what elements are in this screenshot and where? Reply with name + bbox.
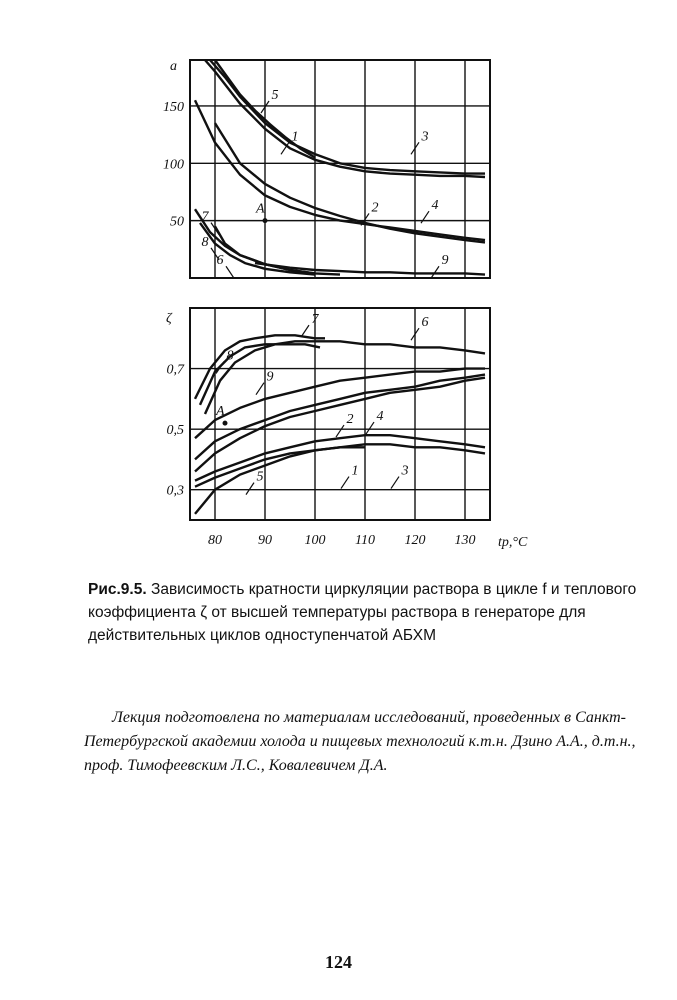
- figure-caption-text: Зависимость кратности циркуляции раствора в цикле f и теплового коэффициента ζ от высшей температуры раствора в генераторе для действительных циклов одноступенчатой АБХМ: [88, 581, 637, 644]
- bottom-leader-9: [256, 383, 264, 395]
- bottom-curve-1: [195, 444, 485, 486]
- top-curve-label-7: 7: [201, 209, 209, 225]
- top-point-A: [263, 218, 268, 223]
- top-curve-2: [195, 100, 485, 240]
- top-y-tick-label: 50: [170, 214, 184, 230]
- bottom-curve-label-3: 3: [401, 463, 409, 479]
- top-y-tick-label: 150: [163, 99, 184, 115]
- top-curve-label-3: 3: [421, 129, 429, 145]
- top-point-A-label: A: [256, 201, 265, 217]
- lecture-note: Лекция подготовлена по материалам исследований, проведенных в Санкт-Петербургской академии холода и пищевых технологий к.т.н. Дзино А.А., д.т.н., проф. Тимофеевским Л.С., Ковалевичем Д.А.: [84, 709, 636, 774]
- top-chart-curve-labels: [202, 88, 449, 278]
- bottom-y-tick-label: 0,7: [166, 362, 184, 378]
- top-leader-6: [226, 266, 234, 278]
- bottom-leader-1: [341, 477, 349, 489]
- bottom-chart-curves: [195, 335, 485, 514]
- page-number: 124: [325, 952, 352, 972]
- bottom-chart-grid: [190, 308, 490, 520]
- bottom-chart-y-axis-label: ζ: [166, 311, 172, 326]
- bottom-curve-label-8: 8: [226, 348, 234, 364]
- bottom-point-A-label: A: [216, 404, 225, 420]
- bottom-curve-label-9: 9: [266, 369, 274, 385]
- bottom-leader-5: [246, 483, 254, 495]
- top-curve-label-9: 9: [441, 253, 449, 269]
- figure-caption: [88, 578, 644, 647]
- bottom-leader-7: [301, 325, 309, 337]
- top-curve-label-6: 6: [216, 253, 224, 269]
- top-chart-y-axis-label: a: [170, 59, 177, 74]
- bottom-curve-label-1: 1: [351, 463, 359, 479]
- top-curve-label-2: 2: [371, 200, 379, 216]
- bottom-y-tick-label: 0,3: [166, 483, 184, 499]
- bottom-leader-2: [336, 425, 344, 437]
- figure: [150, 50, 540, 560]
- bottom-x-tick-label: 110: [355, 533, 375, 548]
- top-curve-1: [205, 60, 485, 177]
- bottom-curve-4: [195, 378, 485, 472]
- bottom-curve-9: [195, 369, 485, 439]
- bottom-x-tick-label: 120: [404, 533, 426, 548]
- bottom-x-tick-label: 90: [258, 533, 272, 548]
- top-chart: [163, 59, 490, 278]
- bottom-curve-label-5: 5: [256, 469, 264, 485]
- bottom-chart: [166, 308, 528, 550]
- top-curve-4: [215, 123, 485, 242]
- top-leader-4: [421, 211, 429, 223]
- bottom-curve-3: [195, 435, 485, 480]
- top-y-tick-label: 100: [163, 157, 184, 173]
- bottom-x-tick-label: 80: [208, 533, 222, 548]
- bottom-curve-label-4: 4: [376, 409, 384, 425]
- top-curve-label-8: 8: [201, 234, 209, 250]
- figure-number: Рис.9.5.: [88, 581, 147, 598]
- bottom-point-A: [223, 421, 228, 426]
- bottom-y-tick-label: 0,5: [166, 423, 184, 439]
- bottom-chart-frame: [190, 308, 490, 520]
- top-curve-label-5: 5: [271, 88, 279, 104]
- bottom-leader-3: [391, 477, 399, 489]
- top-curve-label-1: 1: [291, 129, 299, 145]
- bottom-leader-8: [216, 361, 224, 373]
- top-chart-curves: [195, 60, 485, 275]
- bottom-leader-4: [366, 422, 374, 434]
- top-chart-y-ticks: [163, 100, 184, 230]
- top-curve-6: [215, 226, 340, 274]
- bottom-x-tick-label: 130: [454, 533, 476, 548]
- bottom-curve-label-2: 2: [346, 412, 354, 428]
- bottom-x-tick-label: 100: [304, 533, 326, 548]
- top-curve-3: [210, 60, 485, 174]
- top-curve-label-4: 4: [431, 198, 439, 214]
- bottom-curve-5: [195, 447, 365, 514]
- bottom-chart-x-axis-label: tр,°C: [498, 535, 528, 550]
- bottom-curve-8: [200, 344, 320, 405]
- bottom-curve-label-6: 6: [421, 315, 429, 331]
- bottom-curve-label-7: 7: [311, 312, 319, 328]
